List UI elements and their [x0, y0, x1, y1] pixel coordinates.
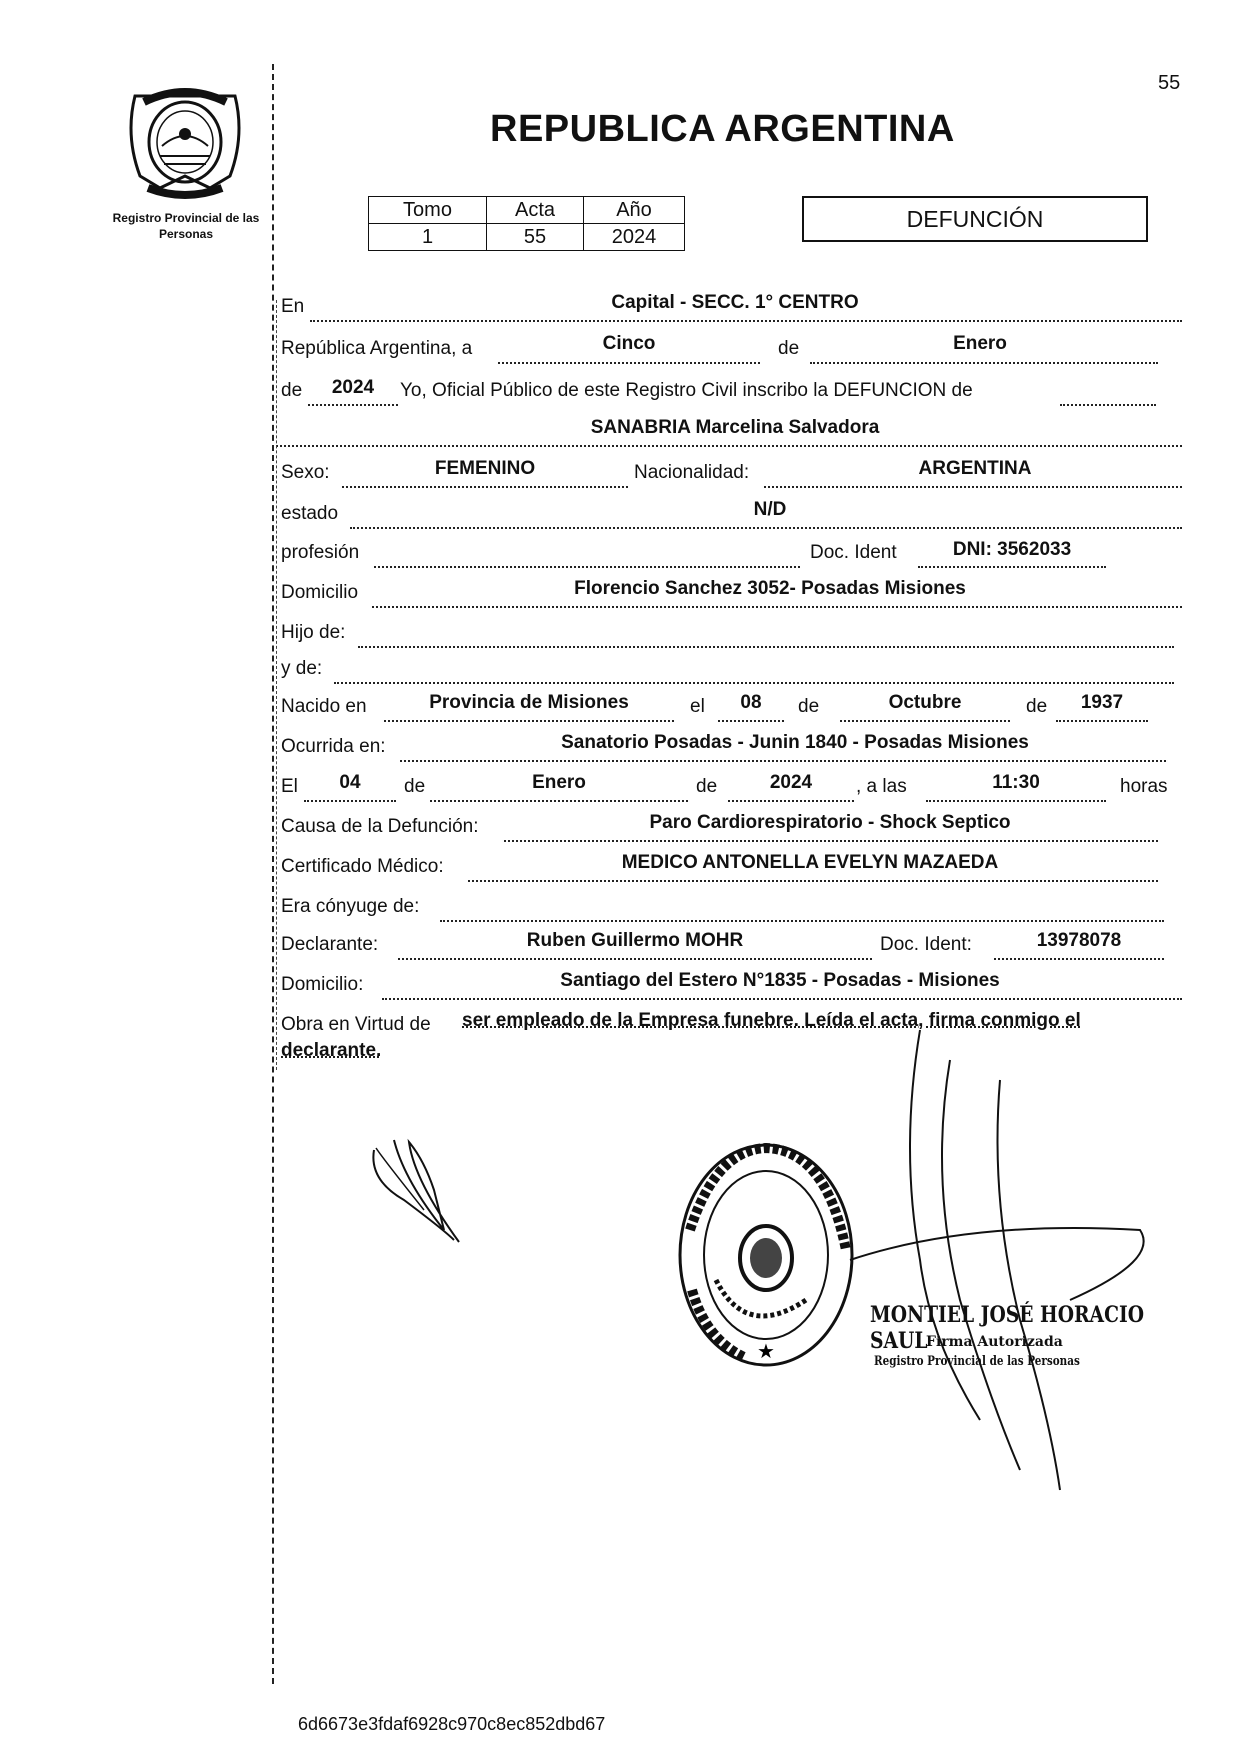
registry-label: Registro Provincial de las Personas [112, 211, 260, 241]
value-tomo: 1 [369, 224, 487, 251]
born-place: Provincia de Misiones [429, 692, 629, 713]
dotted-line [440, 920, 1164, 922]
dotted-line [810, 362, 1158, 364]
dotted-line [728, 800, 854, 802]
estado: N/D [753, 499, 787, 520]
header-acta: Acta [487, 197, 584, 224]
dotted-line [374, 566, 800, 568]
closing-line-1: ser empleado de la Empresa funebre. Leída el acta, firma conmigo el [462, 1010, 1081, 1031]
svg-text:★: ★ [757, 1339, 775, 1363]
label-declarant: Declarante: [281, 934, 379, 955]
dotted-line [918, 566, 1106, 568]
dotted-line [400, 760, 1166, 762]
death-month: Enero [532, 772, 586, 793]
death-year: 2024 [769, 772, 813, 793]
label-estado: estado [281, 503, 339, 524]
label-de-born: de [798, 696, 820, 717]
dotted-line [764, 486, 1182, 488]
signer-name: MONTIEL JOSÉ HORACIO SAUL [870, 1302, 1144, 1354]
label-at: , a las [856, 776, 907, 797]
document-hash: 6d6673e3fdaf6928c970c8ec852dbd67 [298, 1714, 606, 1734]
label-declarant-doc: Doc. Ident: [880, 934, 972, 955]
label-de-death-year: de [696, 776, 718, 797]
month: Enero [953, 333, 1007, 354]
dotted-line [342, 486, 628, 488]
label-spouse: Era cónyuge de: [281, 896, 420, 917]
born-month: Octubre [888, 692, 962, 713]
label-born: Nacido en [281, 696, 367, 717]
cause: Paro Cardiorespiratorio - Shock Septico [649, 812, 1011, 833]
death-day: 04 [339, 772, 361, 793]
nationality: ARGENTINA [918, 458, 1032, 479]
page-title: REPUBLICA ARGENTINA [490, 108, 955, 150]
sex: FEMENINO [434, 458, 536, 479]
label-closing: Obra en Virtud de [281, 1014, 431, 1035]
address: Florencio Sanchez 3052- Posadas Misiones [574, 578, 966, 599]
label-el: el [690, 696, 705, 717]
label-de-year: de [281, 380, 303, 401]
dotted-line [1056, 720, 1148, 722]
occurred-place: Sanatorio Posadas - Junin 1840 - Posadas Misiones [561, 732, 1029, 753]
dotted-line [310, 320, 1182, 322]
official-signature [820, 1000, 1180, 1500]
declarant-signature [364, 1130, 484, 1250]
dotted-line [840, 720, 1010, 722]
value-ano: 2024 [584, 224, 685, 251]
closing-line-2: declarante. [281, 1040, 382, 1061]
page-number: 55 [1158, 72, 1181, 94]
day-words: Cinco [602, 333, 656, 354]
doc: DNI: 3562033 [952, 539, 1072, 560]
label-address: Domicilio [281, 582, 359, 603]
dotted-line [718, 720, 784, 722]
label-child-of: Hijo de: [281, 622, 346, 643]
label-en: En [281, 296, 305, 317]
label-cert: Certificado Médico: [281, 856, 444, 877]
dotted-line [276, 445, 1182, 447]
header-tomo: Tomo [369, 197, 487, 224]
province-seal-logo [120, 76, 250, 206]
dotted-line [468, 880, 1158, 882]
born-day: 08 [740, 692, 762, 713]
label-occurred: Ocurrida en: [281, 736, 386, 757]
label-profession: profesión [281, 542, 360, 563]
declarant: Ruben Guillermo MOHR [526, 930, 744, 951]
dotted-line [358, 646, 1174, 648]
declarant-address: Santiago del Estero N°1835 - Posadas - Misiones [560, 970, 1000, 991]
dotted-line [1060, 404, 1156, 406]
label-cause: Causa de la Defunción: [281, 816, 479, 837]
label-nationality: Nacionalidad: [634, 462, 750, 483]
header-ano: Año [584, 197, 685, 224]
dotted-line [304, 800, 396, 802]
dotted-line [372, 606, 1182, 608]
label-de-death: de [404, 776, 426, 797]
label-doc: Doc. Ident [810, 542, 897, 563]
label-sex: Sexo: [281, 462, 330, 483]
dotted-line [384, 720, 674, 722]
dotted-line [308, 404, 398, 406]
record-kind: DEFUNCIÓN [802, 196, 1148, 242]
year: 2024 [331, 377, 375, 398]
value-acta: 55 [487, 224, 584, 251]
label-El: El [281, 776, 298, 797]
born-year: 1937 [1080, 692, 1124, 713]
dotted-line [498, 362, 760, 364]
declarant-doc: 13978078 [1036, 930, 1122, 951]
intro-text: Yo, Oficial Público de este Registro Civil inscribo la DEFUNCION de [400, 380, 973, 401]
dotted-line [504, 840, 1158, 842]
label-republic: República Argentina, a [281, 338, 473, 359]
label-hours: horas [1120, 776, 1168, 797]
label-and-of: y de: [281, 658, 323, 679]
place: Capital - SECC. 1° CENTRO [611, 292, 859, 313]
dotted-line [350, 527, 1182, 529]
dotted-line [398, 958, 872, 960]
signer-office: Registro Provincial de las Personas [874, 1354, 1080, 1369]
dotted-line [334, 682, 1174, 684]
signer-role: Firma Autorizada [926, 1334, 1063, 1350]
record-table [368, 196, 685, 251]
deceased-name: SANABRIA Marcelina Salvadora [590, 417, 880, 438]
label-de-born-year: de [1026, 696, 1048, 717]
label-declarant-address: Domicilio: [281, 974, 364, 995]
dotted-line [430, 800, 688, 802]
margin-line [272, 64, 274, 1684]
form-bracket [276, 300, 277, 1070]
death-time: 11:30 [992, 772, 1040, 793]
label-de: de [778, 338, 800, 359]
dotted-line [994, 958, 1164, 960]
cert: MEDICO ANTONELLA EVELYN MAZAEDA [621, 852, 999, 873]
dotted-line [926, 800, 1106, 802]
